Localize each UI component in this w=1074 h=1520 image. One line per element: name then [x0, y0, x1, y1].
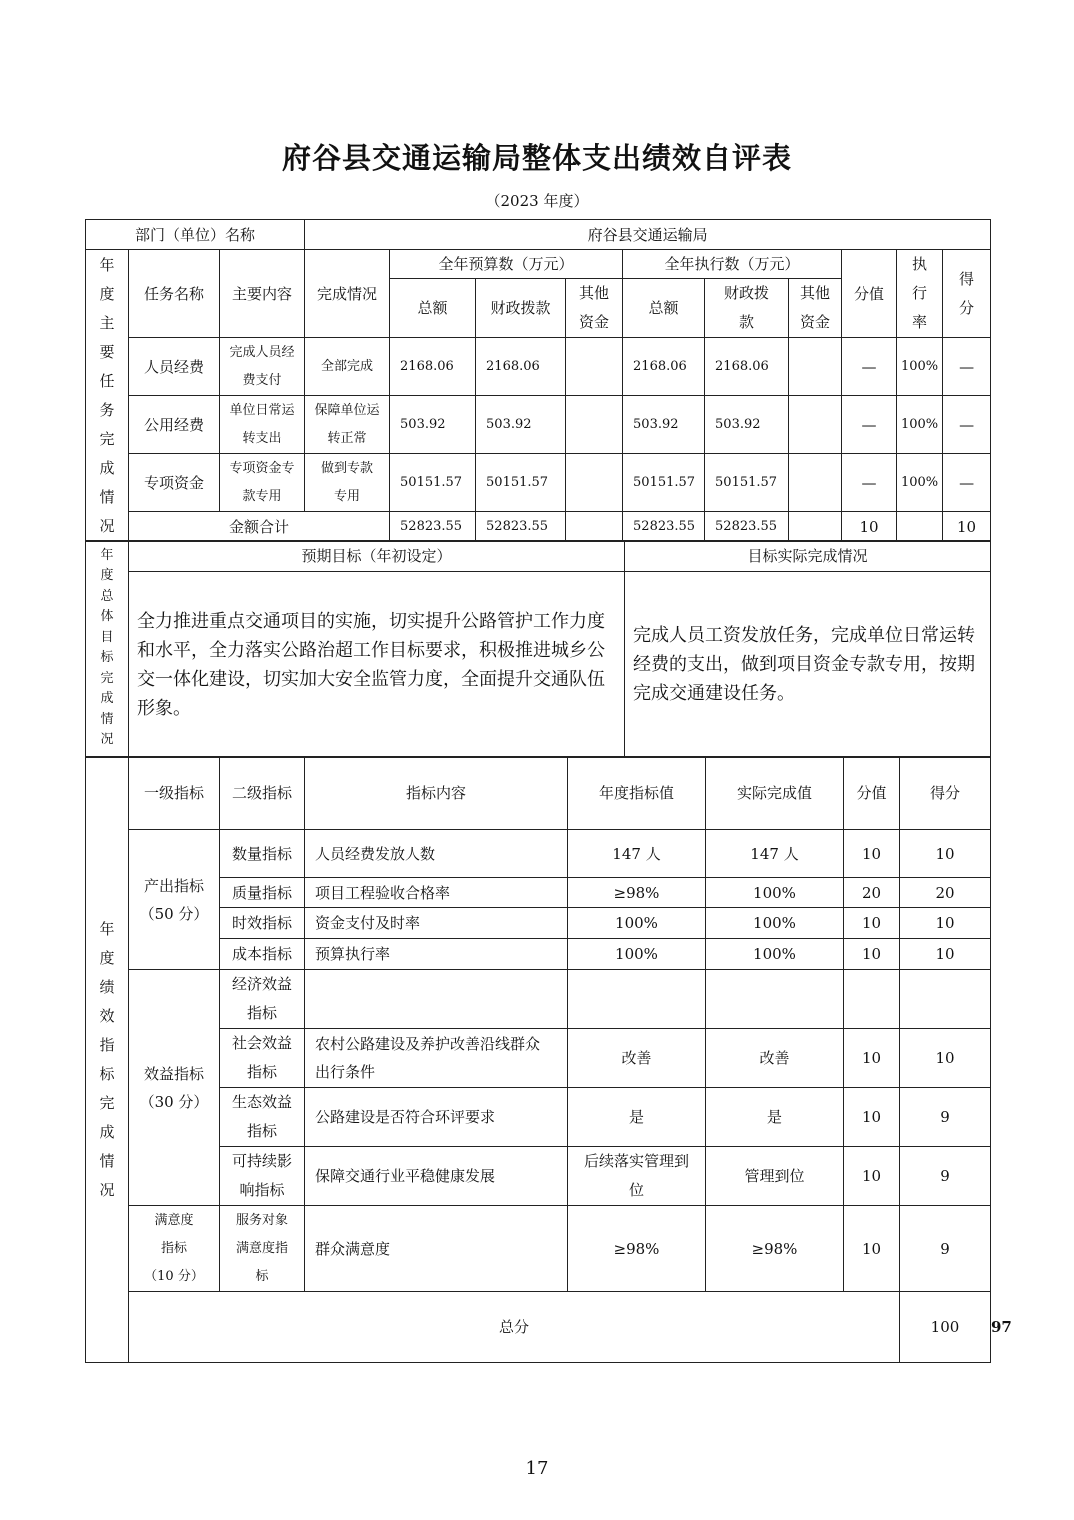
indicator-target: 后续落实管理到位	[568, 1147, 706, 1206]
page-title: 府谷县交通运输局整体支出绩效自评表	[281, 141, 792, 175]
task-content: 完成人员经费支付	[220, 338, 305, 396]
col-indicator-content: 指标内容	[305, 757, 568, 830]
exec-other	[789, 454, 842, 512]
budget-other	[566, 454, 623, 512]
total-exec-other	[789, 512, 842, 542]
indicator-actual: 100%	[706, 939, 844, 970]
expected-goal-header: 预期目标（年初设定）	[129, 541, 625, 572]
table-row	[86, 830, 991, 878]
goal-side-label: 年度总体目标完成情况	[86, 541, 129, 758]
page-number: 17	[525, 1458, 549, 1479]
grand-total-label: 总分	[129, 1292, 900, 1363]
budget-total: 503.92	[390, 396, 476, 454]
col-task-name: 任务名称	[129, 250, 220, 338]
total-label: 金额合计	[129, 512, 390, 542]
indicator-target: 147 人	[568, 830, 706, 878]
indicator-side-label: 年度绩效指标完成情况	[86, 757, 129, 1363]
indicator-score: 9	[900, 1147, 991, 1206]
indicator-value: 20	[844, 878, 900, 908]
indicator-target: 是	[568, 1088, 706, 1147]
indicator-target: 改善	[568, 1029, 706, 1088]
col-score: 得分	[943, 250, 991, 338]
task-value: —	[842, 396, 897, 454]
exec-total: 503.92	[623, 396, 705, 454]
indicator-value: 10	[844, 908, 900, 939]
actual-goal-header: 目标实际完成情况	[625, 541, 991, 572]
budget-group-header: 全年预算数（万元）	[390, 250, 623, 279]
task-score: —	[943, 396, 991, 454]
indicator-value: 10	[844, 1147, 900, 1206]
table-row	[86, 1147, 991, 1206]
level2-name: 服务对象满意度指标	[220, 1206, 305, 1292]
task-content: 单位日常运转支出	[220, 396, 305, 454]
indicator-content: 资金支付及时率	[305, 908, 568, 939]
task-value: —	[842, 338, 897, 396]
col-main-content: 主要内容	[220, 250, 305, 338]
task-content: 专项资金专款专用	[220, 454, 305, 512]
indicator-content: 项目工程验收合格率	[305, 878, 568, 908]
exec-group-header: 全年执行数（万元）	[623, 250, 842, 279]
col-exec-other: 其他资金	[789, 279, 842, 338]
budget-total: 50151.57	[390, 454, 476, 512]
col-exec-total: 总额	[623, 279, 705, 338]
level2-name: 时效指标	[220, 908, 305, 939]
indicator-actual	[706, 970, 844, 1029]
task-value: —	[842, 454, 897, 512]
col-exec-fiscal: 财政拨款	[705, 279, 789, 338]
col-budget-fiscal: 财政拨款	[476, 279, 566, 338]
total-budget-total: 52823.55	[390, 512, 476, 542]
table-row	[86, 970, 991, 1029]
col-budget-other: 其他资金	[566, 279, 623, 338]
indicator-score: 20	[900, 878, 991, 908]
indicator-target: ≥98%	[568, 878, 706, 908]
level2-name: 经济效益指标	[220, 970, 305, 1029]
indicator-actual: 147 人	[706, 830, 844, 878]
col-level1: 一级指标	[129, 757, 220, 830]
task-status: 做到专款专用	[305, 454, 390, 512]
level2-name: 可持续影响指标	[220, 1147, 305, 1206]
task-status: 保障单位运转正常	[305, 396, 390, 454]
col-exec-rate: 执行率	[897, 250, 943, 338]
exec-total: 2168.06	[623, 338, 705, 396]
table-row	[86, 1088, 991, 1147]
budget-other	[566, 338, 623, 396]
table-row	[86, 1206, 991, 1292]
grand-total-row: 总分 100 97	[86, 1292, 991, 1363]
table-row	[86, 908, 991, 939]
table-row	[86, 1029, 991, 1088]
total-exec-fiscal: 52823.55	[705, 512, 789, 542]
total-budget-other	[566, 512, 623, 542]
indicator-target	[568, 970, 706, 1029]
indicator-actual: 100%	[706, 878, 844, 908]
col-indicator-value: 分值	[844, 757, 900, 830]
exec-fiscal: 503.92	[705, 396, 789, 454]
task-name: 公用经费	[129, 396, 220, 454]
indicator-actual: 管理到位	[706, 1147, 844, 1206]
budget-total: 2168.06	[390, 338, 476, 396]
exec-fiscal: 50151.57	[705, 454, 789, 512]
total-value: 10	[842, 512, 897, 542]
table-row	[86, 338, 991, 396]
task-score: —	[943, 454, 991, 512]
col-actual-value: 实际完成值	[706, 757, 844, 830]
group-satisfaction: 满意度指标 （10 分）	[129, 1206, 220, 1292]
indicator-actual: ≥98%	[706, 1206, 844, 1292]
level2-name: 数量指标	[220, 830, 305, 878]
total-score: 10	[943, 512, 991, 542]
indicator-content: 保障交通行业平稳健康发展	[305, 1147, 568, 1206]
goal-table	[85, 540, 991, 758]
col-indicator-score: 得分	[900, 757, 991, 830]
col-score-value: 分值	[842, 250, 897, 338]
indicator-value: 10	[844, 1029, 900, 1088]
budget-other	[566, 396, 623, 454]
total-exec-total: 52823.55	[623, 512, 705, 542]
exec-total: 50151.57	[623, 454, 705, 512]
budget-fiscal: 2168.06	[476, 338, 566, 396]
level2-name: 社会效益指标	[220, 1029, 305, 1088]
total-row	[86, 512, 991, 542]
indicator-score: 10	[900, 908, 991, 939]
budget-fiscal: 503.92	[476, 396, 566, 454]
indicator-actual: 是	[706, 1088, 844, 1147]
indicator-score: 9	[900, 1206, 991, 1292]
actual-goal-text: 完成人员工资发放任务，完成单位日常运转经费的支出，做到项目资金专款专用，按期完成交通建设任务。	[625, 572, 991, 758]
task-name: 人员经费	[129, 338, 220, 396]
indicator-score: 10	[900, 1029, 991, 1088]
task-rate: 100%	[897, 396, 943, 454]
table-row	[86, 454, 991, 512]
dept-value: 府谷县交通运输局	[305, 220, 991, 250]
group-benefit: 效益指标 （30 分）	[129, 970, 220, 1206]
task-side-label: 年度主要任务完成情况	[86, 250, 129, 542]
indicator-value: 10	[844, 830, 900, 878]
indicator-content: 预算执行率	[305, 939, 568, 970]
col-annual-target: 年度指标值	[568, 757, 706, 830]
task-score: —	[943, 338, 991, 396]
indicator-score: 9	[900, 1088, 991, 1147]
dept-label: 部门（单位）名称	[86, 220, 305, 250]
budget-fiscal: 50151.57	[476, 454, 566, 512]
indicator-target: ≥98%	[568, 1206, 706, 1292]
level2-name: 生态效益指标	[220, 1088, 305, 1147]
col-completion: 完成情况	[305, 250, 390, 338]
task-table	[85, 219, 991, 542]
task-status: 全部完成	[305, 338, 390, 396]
level2-name: 质量指标	[220, 878, 305, 908]
task-name: 专项资金	[129, 454, 220, 512]
level2-name: 成本指标	[220, 939, 305, 970]
grand-total-value: 100	[900, 1292, 991, 1363]
indicator-content: 群众满意度	[305, 1206, 568, 1292]
indicator-score: 10	[900, 830, 991, 878]
indicator-actual: 改善	[706, 1029, 844, 1088]
indicator-score	[900, 970, 991, 1029]
exec-other	[789, 396, 842, 454]
total-rate	[897, 512, 943, 542]
indicator-content: 农村公路建设及养护改善沿线群众出行条件	[305, 1029, 568, 1088]
indicator-content: 公路建设是否符合环评要求	[305, 1088, 568, 1147]
page-subtitle: （2023 年度）	[485, 192, 589, 210]
task-rate: 100%	[897, 454, 943, 512]
expected-goal-text: 全力推进重点交通项目的实施，切实提升公路管护工作力度和水平，全力落实公路治超工作目标要求，积极推进城乡公交一体化建设，切实加大安全监管力度，全面提升交通队伍形象。	[129, 572, 625, 758]
group-output: 产出指标 （50 分）	[129, 830, 220, 970]
indicator-actual: 100%	[706, 908, 844, 939]
indicator-value: 10	[844, 1206, 900, 1292]
table-row	[86, 878, 991, 908]
exec-other	[789, 338, 842, 396]
indicator-value: 10	[844, 939, 900, 970]
indicator-target: 100%	[568, 939, 706, 970]
indicator-table	[85, 756, 1012, 1363]
exec-fiscal: 2168.06	[705, 338, 789, 396]
table-row	[86, 396, 991, 454]
col-level2: 二级指标	[220, 757, 305, 830]
indicator-content	[305, 970, 568, 1029]
indicator-target: 100%	[568, 908, 706, 939]
indicator-value: 10	[844, 1088, 900, 1147]
indicator-value	[844, 970, 900, 1029]
indicator-content: 人员经费发放人数	[305, 830, 568, 878]
col-budget-total: 总额	[390, 279, 476, 338]
indicator-score: 10	[900, 939, 991, 970]
total-budget-fiscal: 52823.55	[476, 512, 566, 542]
table-row	[86, 939, 991, 970]
task-rate: 100%	[897, 338, 943, 396]
